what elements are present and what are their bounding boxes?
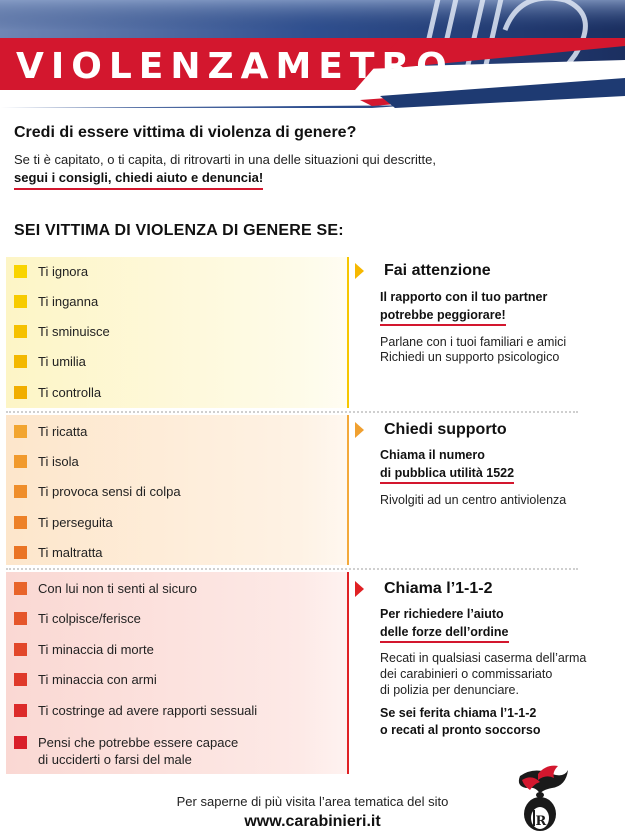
advice-bold-line: potrebbe peggiorare! [380, 308, 506, 326]
list-item: Ti minaccia con armi [14, 671, 157, 691]
list-item: Ti isola [14, 453, 79, 473]
intro-text: Se ti è capitato, o ti capita, di ritrovarti in una delle situazioni qui descritte, [14, 152, 436, 167]
list-item: Ti maltratta [14, 544, 103, 564]
level-2-advice [349, 415, 578, 565]
bullet-square-icon [14, 516, 27, 529]
list-item: Ti minaccia di morte [14, 641, 154, 661]
separator-dotted [6, 411, 578, 413]
list-item: Ti costringe ad avere rapporti sessuali [14, 702, 257, 722]
list-item: Ti controlla [14, 384, 101, 404]
advice-text-line: Richiedi un supporto psicologico [380, 350, 560, 364]
advice-bold-line: Per richiedere l’aiuto [380, 607, 504, 621]
intro-highlight: segui i consigli, chiedi aiuto e denuncia! [14, 170, 263, 190]
advice-bold-line: o recati al pronto soccorso [380, 723, 541, 737]
carabinieri-logo-icon [512, 764, 572, 833]
footer-text: Per saperne di più visita l’area tematica del sito [176, 794, 449, 809]
advice-text-line: Parlane con i tuoi familiari e amici [380, 335, 567, 349]
advice-bold-line: Chiama il numero [380, 448, 485, 462]
level-1-advice [349, 257, 578, 408]
list-item: Con lui non ti senti al sicuro [14, 580, 197, 600]
list-item: Ti umilia [14, 353, 86, 373]
bullet-square-icon [14, 704, 27, 717]
advice-text-line: di polizia per denunciare. [380, 683, 519, 697]
intro-question: Credi di essere vittima di violenza di genere? [14, 124, 357, 141]
list-item: Ti inganna [14, 293, 98, 313]
advice-text-line: Rivolgiti ad un centro antiviolenza [380, 493, 567, 507]
footer-url-link[interactable]: www.carabinieri.it [244, 813, 381, 830]
advice-text-line: Recati in qualsiasi caserma dell’arma [380, 651, 587, 665]
advice-bold-line: delle forze dell’ordine [380, 625, 509, 643]
triangle-marker-icon [355, 422, 364, 438]
advice-bold-line: Se sei ferita chiama l’1-1-2 [380, 706, 537, 720]
svg-text:R: R [535, 814, 547, 829]
bullet-square-icon [14, 582, 27, 595]
list-item: Ti ignora [14, 263, 88, 283]
level-band-2 [6, 415, 578, 565]
bullet-square-icon [14, 295, 27, 308]
banner-title: VIOLENZAMETRO [16, 46, 454, 87]
advice-heading: Chiama l’1-1-2 [357, 580, 492, 598]
advice-bold-line: di pubblica utilità 1522 [380, 466, 514, 484]
list-item: Ti provoca sensi di colpa [14, 483, 181, 503]
level-band-3 [6, 572, 587, 774]
bullet-square-icon [14, 325, 27, 338]
list-item: Ti perseguita [14, 514, 113, 534]
bullet-square-icon [14, 612, 27, 625]
separator-dotted [6, 568, 578, 570]
level-2-list [6, 415, 349, 565]
advice-text-line: dei carabinieri o commissariato [380, 667, 553, 681]
level-1-list [6, 257, 349, 408]
list-item: Pensi che potrebbe essere capace di ucciderti o farsi del male [14, 734, 238, 770]
level-3-advice [349, 572, 587, 774]
bullet-square-icon [14, 485, 27, 498]
triangle-marker-icon [355, 581, 364, 597]
header-banner [0, 0, 625, 108]
bullet-square-icon [14, 355, 27, 368]
level-3-list [6, 572, 349, 774]
bullet-square-icon [14, 736, 27, 749]
advice-bold-line: Il rapporto con il tuo partner [380, 290, 548, 304]
advice-heading: Chiedi supporto [357, 421, 507, 439]
list-item: Ti colpisce/ferisce [14, 610, 141, 630]
bullet-square-icon [14, 425, 27, 438]
bullet-square-icon [14, 386, 27, 399]
list-item: Ti sminuisce [14, 323, 110, 343]
level-band-1 [6, 257, 578, 408]
bullet-square-icon [14, 673, 27, 686]
bullet-square-icon [14, 455, 27, 468]
bullet-square-icon [14, 546, 27, 559]
section-title: SEI VITTIMA DI VIOLENZA DI GENERE SE: [14, 222, 344, 239]
bullet-square-icon [14, 643, 27, 656]
advice-heading: Fai attenzione [357, 262, 491, 280]
list-item: Ti ricatta [14, 423, 87, 443]
triangle-marker-icon [355, 263, 364, 279]
bullet-square-icon [14, 265, 27, 278]
